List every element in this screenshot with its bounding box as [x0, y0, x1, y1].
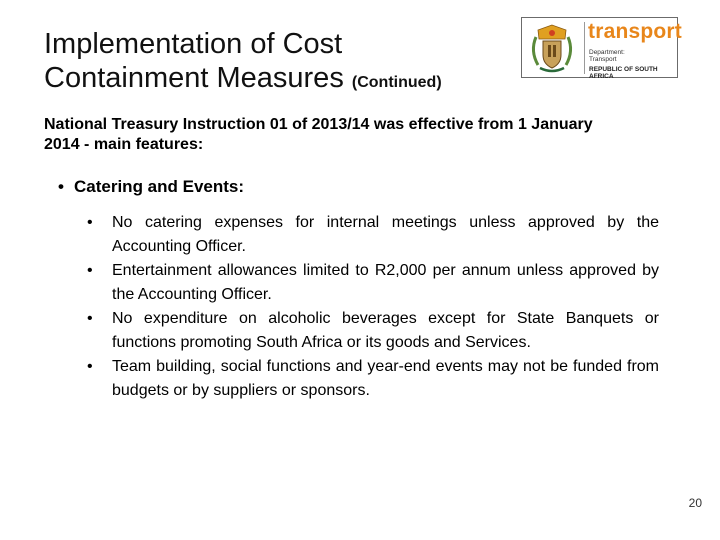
logo-country-name: REPUBLIC OF SOUTH AFRICA: [589, 66, 658, 80]
bullet-icon: •: [58, 177, 64, 196]
slide-title: [44, 27, 514, 100]
bullet-icon: •: [87, 358, 93, 375]
list-item-text: No expenditure on alcoholic beverages except for State Banquets or functions promoting South Africa or its goods and Services.: [112, 310, 659, 351]
logo-brand-text: transport: [588, 20, 682, 43]
list-item-text: No catering expenses for internal meetings unless approved by the Accounting Officer.: [112, 214, 659, 255]
logo-department-name: Transport: [589, 56, 617, 63]
section-heading-text: Catering and Events:: [74, 177, 245, 196]
list-item: [87, 211, 659, 259]
coat-of-arms-icon: [526, 21, 578, 75]
title-line-2: [44, 61, 514, 100]
title-line-1: Implementation of Cost: [44, 28, 343, 60]
bullet-icon: •: [87, 310, 93, 327]
list-item: [87, 355, 659, 403]
list-item: [87, 259, 659, 307]
list-item: [87, 307, 659, 355]
department-logo: [521, 17, 682, 80]
bullet-icon: •: [87, 262, 93, 279]
list-item-text: Entertainment allowances limited to R2,000 per annum unless approved by the Accounting Officer.: [112, 262, 659, 303]
logo-department-line: Department:: [589, 49, 625, 56]
intro-text: National Treasury Instruction 01 of 2013/14 was effective from 1 January 2014 - main features:: [44, 116, 593, 153]
bullet-icon: •: [87, 214, 93, 231]
logo-divider: [584, 22, 585, 74]
section-heading: [58, 176, 244, 198]
bullet-list: [87, 211, 659, 403]
title-line-2-text: Containment Measures: [44, 62, 344, 94]
page-number: 20: [688, 496, 702, 510]
list-item-text: Team building, social functions and year-end events may not be funded from budgets or by suppliers or sponsors.: [112, 358, 659, 399]
title-suffix: (Continued): [351, 74, 442, 91]
